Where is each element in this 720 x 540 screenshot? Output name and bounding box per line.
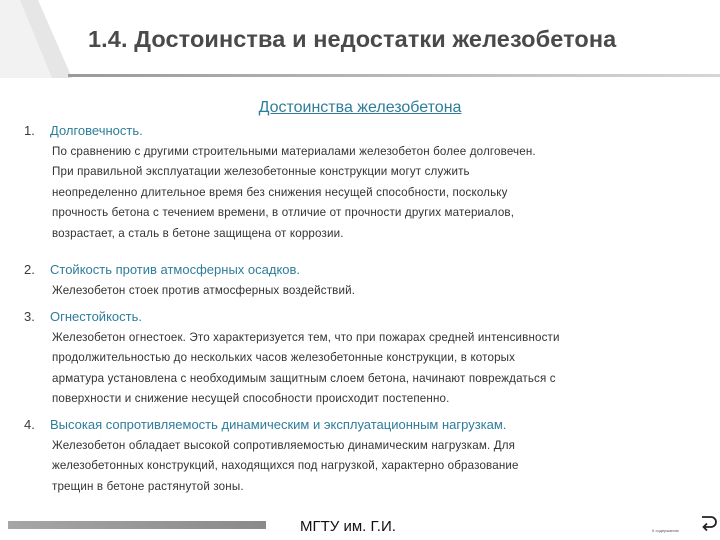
list-item-body <box>52 281 712 301</box>
body-line: продолжительностью до нескольких часов железобетонные конструкции, в которых <box>52 351 516 365</box>
contents-link-caption[interactable]: К содержанию <box>652 528 679 533</box>
body-line: По сравнению с другими строительными материалами железобетон более долговечен. <box>52 145 536 158</box>
list-item-number: 4. <box>24 417 35 432</box>
slide-title: 1.4. Достоинства и недостатки железобетона <box>88 26 617 52</box>
list-item-body <box>52 328 712 410</box>
footer-bar <box>8 521 266 529</box>
list-item-number: 2. <box>24 262 35 277</box>
body-line: возрастает, а сталь в бетоне защищена от коррозии. <box>52 226 344 240</box>
list-item-heading: Стойкость против атмосферных осадков. <box>50 262 301 277</box>
list-item-heading: Огнестойкость. <box>50 309 142 324</box>
list-item-number: 1. <box>24 123 35 138</box>
list-item-number: 3. <box>24 309 35 324</box>
title-underline <box>68 74 720 77</box>
body-line: арматура установлена с необходимым защитным слоем бетона, начинают повреждаться с <box>52 371 556 385</box>
body-line: Железобетон стоек против атмосферных воздействий. <box>52 284 356 297</box>
body-line: неопределенно длительное время без снижения несущей способности, поскольку <box>52 185 508 199</box>
list-item-body <box>52 142 712 244</box>
body-line: прочность бетона с течением времени, в отличие от прочности других материалов, <box>52 206 515 220</box>
body-line: поверхности и снижение несущей способности происходит постепенно. <box>52 392 450 406</box>
body-line: трещин в бетоне растянутой зоны. <box>52 479 244 493</box>
list-item-title <box>24 309 142 324</box>
body-line: Железобетон обладает высокой сопротивляемостью динамическим нагрузкам. Для <box>52 439 516 452</box>
list-item-heading: Высокая сопротивляемость динамическим и эксплуатационным нагрузкам. <box>50 417 507 432</box>
section-heading: Достоинства железобетона <box>258 99 462 116</box>
corner-decoration <box>0 0 72 78</box>
list-item-heading: Долговечность. <box>50 123 143 138</box>
body-line: Железобетон огнестоек. Это характеризуется тем, что при пожарах средней интенсивности <box>52 331 560 344</box>
list-item-title <box>24 262 300 277</box>
body-line: железобетонных конструкций, находящихся под нагрузкой, характерно образование <box>52 459 519 473</box>
body-line: При правильной эксплуатации железобетонные конструкции могут служить <box>52 165 470 179</box>
list-item-title <box>24 417 506 432</box>
return-arrow-icon[interactable] <box>698 512 718 532</box>
list-item-body <box>52 436 712 497</box>
footer-text: МГТУ им. Г.И. <box>300 518 396 535</box>
list-item-title <box>24 123 143 138</box>
